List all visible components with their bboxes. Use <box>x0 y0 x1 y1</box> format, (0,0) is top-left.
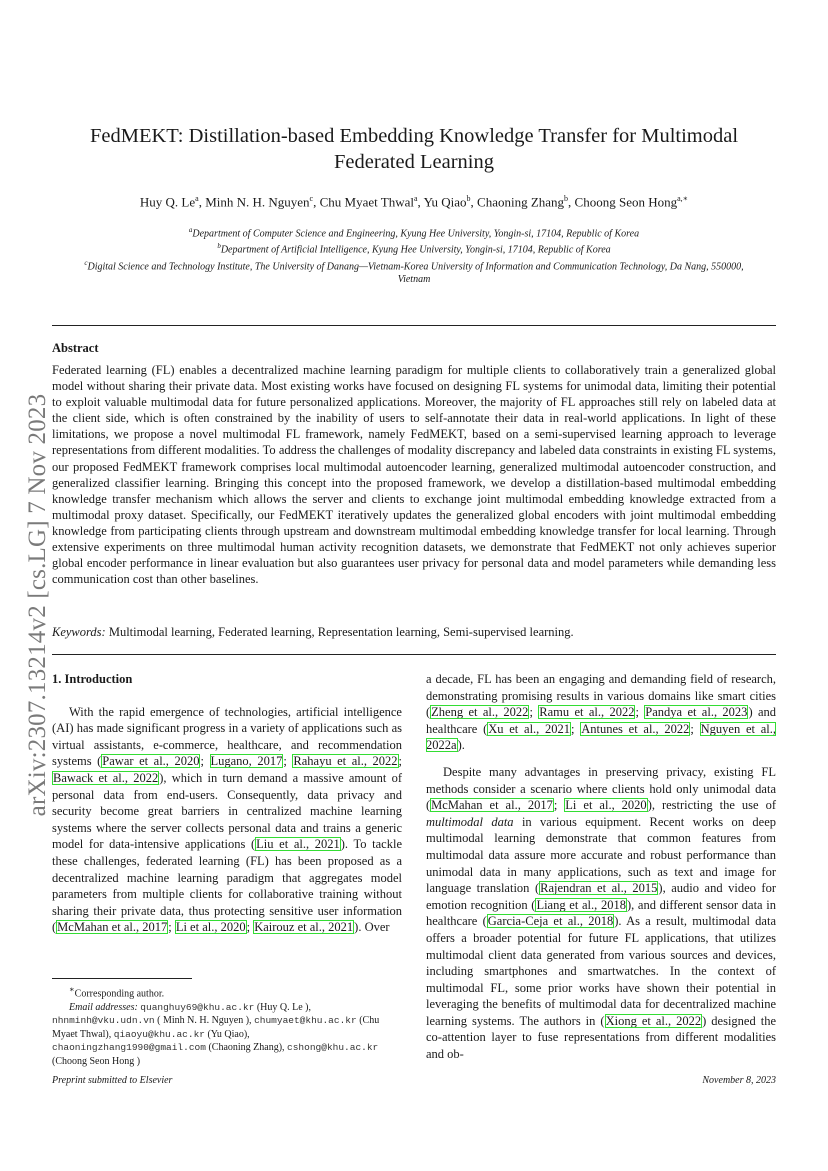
affiliation-text: Department of Computer Science and Engineering, Kyung Hee University, Yongin-si, 17104, Republic of Korea <box>192 228 640 240</box>
keywords-text: Multimodal learning, Federated learning, Representation learning, Semi-supervised learning. <box>108 625 574 639</box>
affiliation <box>70 224 758 240</box>
text-run: ; <box>398 754 402 769</box>
author-name: Huy Q. Le <box>139 194 196 210</box>
top-rule <box>52 325 776 326</box>
footnote <box>52 983 402 1068</box>
arxiv-stamp-text: arXiv:2307.13214v2 [cs.LG] 7 Nov 2023 <box>24 393 51 817</box>
affiliations <box>70 224 758 286</box>
citation-link[interactable]: Garcia-Ceja et al., 2018 <box>487 914 614 929</box>
citation-link[interactable]: Li et al., 2020 <box>175 920 246 935</box>
text-run: a decade, FL has been an engaging and demanding field of research, demonstrating promising results in various domains like smart cities ( <box>426 672 776 720</box>
text-run: ; <box>635 705 645 720</box>
email-label: Email addresses: <box>69 1001 138 1013</box>
text-run: ; <box>246 920 254 935</box>
text-run: ; <box>283 754 293 769</box>
citation-link[interactable]: Lugano, 2017 <box>210 754 283 769</box>
email-owner: (Chaoning Zhang), <box>208 1042 285 1054</box>
intro-paragraph-2 <box>426 764 776 1063</box>
email-link[interactable]: cshong@khu.ac.kr <box>287 1042 379 1054</box>
keywords-label: Keywords: <box>52 625 106 639</box>
footnote-symbol: ∗ <box>69 985 75 994</box>
footnote-emails <box>52 1001 402 1069</box>
email-link[interactable]: qiaoyu@khu.ac.kr <box>113 1028 205 1040</box>
author-name: Yu Qiao <box>423 194 467 210</box>
text-run: ; <box>690 721 700 736</box>
author-name: Chu Myaet Thwal <box>319 194 414 210</box>
citation-link[interactable]: Xu et al., 2021 <box>488 721 571 736</box>
author-sup: a <box>413 194 418 203</box>
author-sup: c <box>309 194 314 203</box>
author-name: Minh N. H. Nguyen <box>205 194 310 210</box>
citation-link[interactable]: McMahan et al., 2017 <box>431 798 553 813</box>
affiliation-sup: c <box>84 258 88 267</box>
text-run: ), audio and video for emotion recognition ( <box>426 881 777 912</box>
right-column <box>426 671 776 1063</box>
footer-date: November 8, 2023 <box>702 1075 776 1086</box>
footnote-rule <box>52 978 192 979</box>
citation-link[interactable]: Antunes et al., 2022 <box>581 721 690 736</box>
citation-link[interactable]: Liang et al., 2018 <box>536 897 626 912</box>
text-run: ) and healthcare ( <box>426 705 776 736</box>
citation-link[interactable]: Zheng et al., 2022 <box>431 705 529 720</box>
affiliation-text: Digital Science and Technology Institute, The University of Danang—Vietnam-Korea University of Information and Communication Technology, Da Nang, 550000, Vietnam <box>87 260 744 285</box>
text-run: ). <box>457 738 465 753</box>
affiliation-text: Department of Artificial Intelligence, Kyung Hee University, Yongin-si, 17104, Republic of Korea <box>220 244 611 256</box>
left-column <box>52 671 402 936</box>
email-owner: (Huy Q. Le ), <box>256 1001 311 1013</box>
footnote-corresponding-text: Corresponding author. <box>74 988 165 1000</box>
mid-rule <box>52 654 776 655</box>
text-run: ). Over <box>354 920 390 935</box>
email-owner: ( Minh N. H. Nguyen ), <box>157 1015 252 1027</box>
text-run: in various equipment. Recent works on deep multimodal learning demonstrate that common features from multimodal data assure more accurate and robust performance than unimodal data in many applications, such as text and image for language translation ( <box>426 814 776 896</box>
author-sup: b <box>466 194 471 203</box>
text-run: ). To tackle these challenges, federated learning (FL) has been proposed as a decentralized machine learning paradigm that aggregates model parameters from multiple clients for collaborative training without sharing their private data, thus protecting sensitive user information ( <box>52 837 402 935</box>
text-run: ), restricting the use of <box>647 798 776 813</box>
author-sup: a <box>195 194 199 203</box>
email-owner: (Yu Qiao), <box>207 1028 250 1040</box>
text-run: ; <box>200 754 210 769</box>
text-run: ; <box>571 721 581 736</box>
email-link[interactable]: nhnminh@vku.udn.vn <box>52 1015 155 1027</box>
text-run: ; <box>168 920 175 935</box>
paper-title: FedMEKT: Distillation-based Embedding Knowledge Transfer for Multimodal Federated Learning <box>89 125 739 173</box>
emphasis: multimodal data <box>426 814 514 829</box>
citation-link[interactable]: Xiong et al., 2022 <box>605 1013 702 1028</box>
text-run: Despite many advantages in preserving privacy, existing FL methods consider a scenario where clients hold only unimodal data ( <box>426 764 776 813</box>
author-name: Chaoning Zhang <box>477 194 565 210</box>
text-run: ), which in turn demand a massive amount of personal data from end-users. Consequently, data privacy and security become great barriers in centralized machine learning systems where the server collects personal data and trains a generic model for data-intensive applications ( <box>52 770 402 852</box>
footnote-corresponding <box>52 983 402 1001</box>
citation-link[interactable]: Li et al., 2020 <box>565 798 647 813</box>
citation-link[interactable]: Pandya et al., 2023 <box>645 705 748 720</box>
email-link[interactable]: chaoningzhang1990@gmail.com <box>52 1042 206 1054</box>
text-run: ) designed the co-attention layer to fuse representations from different modalities and ob- <box>426 1013 776 1062</box>
author-name: Choong Seon Hong <box>574 194 678 210</box>
affiliation <box>70 257 758 286</box>
citation-link[interactable]: Liu et al., 2021 <box>256 837 340 852</box>
intro-paragraph-1 <box>52 704 402 936</box>
email-owner: (Chu Myaet Thwal), <box>52 1015 380 1040</box>
citation-link[interactable]: Pawar et al., 2020 <box>102 754 200 769</box>
intro-heading: 1. Introduction <box>52 672 133 686</box>
email-link[interactable]: chumyaet@khu.ac.kr <box>254 1015 357 1027</box>
author-sup: a,∗ <box>677 194 689 203</box>
author-sup: b <box>564 194 569 203</box>
text-run: ), and different sensor data in healthcare ( <box>426 897 777 929</box>
text-run: ). As a result, multimodal data offers a broader potential for future FL applications, that utilizes multimodal client data generated from various sources and devices, including smartphones and smartwatches. In the context of multimodal FL, some prior works have shown their potential in leveraging the benefits of multimodal data for decentralized machine learning systems. The authors in ( <box>426 914 776 1028</box>
affiliation <box>70 240 758 256</box>
citation-link[interactable]: Rahayu et al., 2022 <box>293 754 398 769</box>
author-list: Huy Q. Le$^a$, Minh N. H. Nguyen$^c$, Chu Myaet Thwal$^a$, Yu Qiao$^b$, Chaoning Zhang$^b$, Choong Seon Hong$^{a,∗}$ <box>139 194 689 210</box>
citation-link[interactable]: Bawack et al., 2022 <box>53 770 159 785</box>
affiliation-sup: b <box>217 242 221 251</box>
intro-paragraph-1-cont <box>426 671 776 754</box>
citation-link[interactable]: Ramu et al., 2022 <box>539 705 635 720</box>
citation-link[interactable]: McMahan et al., 2017 <box>57 920 168 935</box>
email-link[interactable]: quanghuy69@khu.ac.kr <box>140 1001 255 1013</box>
footer-preprint: Preprint submitted to Elsevier <box>52 1075 173 1086</box>
abstract-text: Federated learning (FL) enables a decentralized machine learning paradigm for multiple clients to collaboratively train a generalized global model without sharing their private data. Most existing works have focused on designing FL systems for unimodal data, limiting their potential to exploit valuable multimodal data for future personalized applications. Moreover, the majority of FL approaches still rely on labeled data at the client side, which is often constrained by the inability of users to self-annotate their data in real-world applications. In light of these limitations, we propose a novel multimodal FL framework, namely FedMEKT, based on a semi-supervised learning approach to leverage representations from different modalities. To address the challenges of modality discrepancy and labeled data constraints in existing FL systems, our proposed FedMEKT framework comprises local multimodal autoencoder learning, generalized multimodal autoencoder construction, and generalized classifier learning. Bringing this concept into the proposed framework, we develop a distillation-based multimodal embedding knowledge transfer mechanism which allows the server and clients to exchange joint multimodal embedding knowledge extracted from a multimodal proxy dataset. Specifically, our FedMEKT iteratively updates the generalized global encoders with joint multimodal embedding knowledge from participating clients through upstream and downstream multimodal embedding knowledge transfer for local learning. Through extensive experiments on three multimodal human activity recognition datasets, we demonstrate that FedMEKT not only achieves superior global encoder performance in linear evaluation but also guarantees user privacy for personal data and model parameters while demanding less communication cost than other baselines. <box>52 363 776 587</box>
abstract-heading: Abstract <box>52 341 99 355</box>
email-owner: (Choong Seon Hong ) <box>52 1055 141 1067</box>
citation-link[interactable]: Nguyen et al., 2022a <box>426 721 776 753</box>
text-run: With the rapid emergence of technologies, artificial intelligence (AI) has made significant progress in a variety of applications such as virtual assistants, e-commerce, healthcare, and recommendation systems ( <box>52 704 402 769</box>
keywords <box>52 625 776 640</box>
citation-link[interactable]: Kairouz et al., 2021 <box>254 920 354 935</box>
text-run: ; <box>529 705 539 720</box>
text-run: ; <box>553 798 565 813</box>
affiliation-sup: a <box>188 226 193 234</box>
citation-link[interactable]: Rajendran et al., 2015 <box>540 881 658 896</box>
